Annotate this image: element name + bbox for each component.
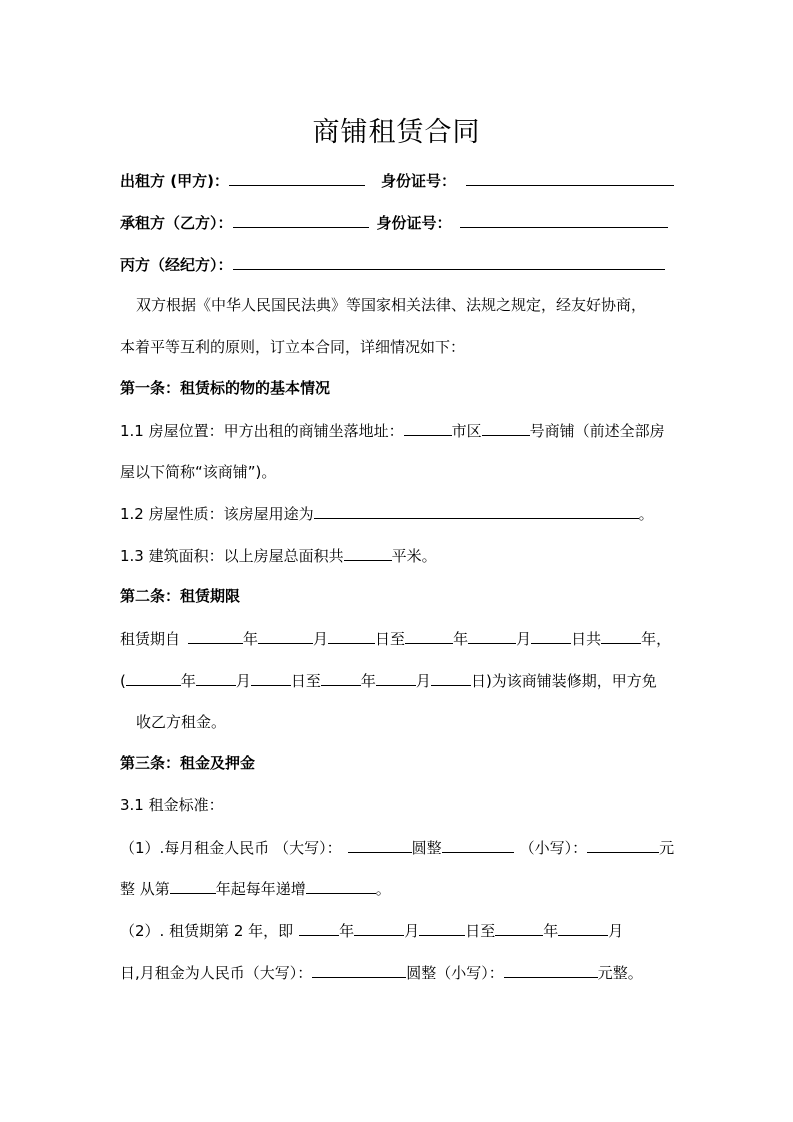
lessor-label: 出租方 (甲方)： xyxy=(120,172,229,190)
area-blank[interactable] xyxy=(344,545,392,561)
rent-item-1-text: （1）.每月租金人民币 （大写）： xyxy=(120,839,342,857)
article-2-title: 第二条：租赁期限 xyxy=(120,587,241,605)
rent-item-1 xyxy=(120,837,674,858)
clause-1-3-text: 1.3 建筑面积：以上房屋总面积共 xyxy=(120,547,344,565)
renov-start-year-blank[interactable] xyxy=(126,670,181,686)
y2-end-year-label: 年 xyxy=(543,922,559,940)
article-3-title: 第三条：租金及押金 xyxy=(120,754,256,772)
rent-item-1-cont-text: 整 从第 xyxy=(120,880,170,898)
agent-name-blank[interactable] xyxy=(233,254,665,270)
renovation-open-paren: ( xyxy=(120,672,126,690)
y2-rent-upper-blank[interactable] xyxy=(312,962,406,978)
document-title: 商铺租赁合同 xyxy=(312,117,481,148)
rent-item-2 xyxy=(120,920,623,941)
clause-1-2 xyxy=(120,503,654,524)
rent-item-1-end: 。 xyxy=(375,880,391,898)
agent-line xyxy=(120,254,665,275)
renov-month-label: 月 xyxy=(235,672,251,690)
renov-end-year-label: 年 xyxy=(360,672,376,690)
term-start-month-blank[interactable] xyxy=(258,628,313,644)
rent-item-2-line-2 xyxy=(120,962,643,983)
y2-rent-lower-blank[interactable] xyxy=(504,962,598,978)
rent-yuan-unit: 元 xyxy=(659,839,675,857)
rent-item-2-text: （2）. 租赁期第 2 年，即 xyxy=(120,922,294,940)
rent-upper-blank[interactable] xyxy=(348,837,412,853)
term-month-label: 月 xyxy=(313,630,329,648)
term-prefix: 租赁期自 xyxy=(120,630,181,648)
y2-month-label: 月 xyxy=(404,922,420,940)
clause-1-2-end: 。 xyxy=(638,505,654,523)
rent-yuan-label: 圆整 xyxy=(411,839,442,857)
lessor-id-label: 身份证号： xyxy=(380,172,456,190)
intro-line-2: 本着平等互利的原则，订立本合同，详细情况如下： xyxy=(120,338,466,356)
clause-1-1 xyxy=(120,420,665,441)
term-day-total-label: 日共 xyxy=(571,630,602,648)
renov-start-day-blank[interactable] xyxy=(251,670,291,686)
term-end-day-blank[interactable] xyxy=(531,628,571,644)
term-year-end-label: 年， xyxy=(641,630,672,648)
term-end-year-blank[interactable] xyxy=(405,628,453,644)
rent-increase-label: 年起每年递增 xyxy=(215,880,306,898)
clause-1-1-tail-text: 号商铺（前述全部房 xyxy=(529,422,665,440)
y2-rent-lower-label: 圆整（小写）： xyxy=(406,964,504,982)
y2-end-year-blank[interactable] xyxy=(495,920,543,936)
lessee-line xyxy=(120,212,668,233)
y2-year-label: 年 xyxy=(339,922,355,940)
term-start-year-blank[interactable] xyxy=(188,628,243,644)
agent-label: 丙方（经纪方）： xyxy=(120,256,233,274)
lessee-name-blank[interactable] xyxy=(233,212,369,228)
term-total-years-blank[interactable] xyxy=(601,628,641,644)
clause-1-3-unit: 平米。 xyxy=(391,547,437,565)
rent-item-1-line-2 xyxy=(120,878,391,899)
renov-day-to-label: 日至 xyxy=(290,672,321,690)
renov-end-day-blank[interactable] xyxy=(431,670,471,686)
clause-3-1: 3.1 租金标准： xyxy=(120,796,224,814)
address-city-blank[interactable] xyxy=(404,420,452,436)
lessor-line xyxy=(120,170,674,191)
clause-1-1-text: 1.1 房屋位置：甲方出租的商铺坐落地址： xyxy=(120,422,404,440)
y2-day-to-label: 日至 xyxy=(465,922,496,940)
term-end-year-label: 年 xyxy=(453,630,469,648)
y2-end-month-blank[interactable] xyxy=(558,920,608,936)
term-day-to-label: 日至 xyxy=(375,630,406,648)
address-number-blank[interactable] xyxy=(482,420,530,436)
renov-end-year-blank[interactable] xyxy=(321,670,361,686)
renovation-tail-text: 日)为该商铺装修期，甲方免 xyxy=(470,672,657,690)
article-1-title: 第一条：租赁标的物的基本情况 xyxy=(120,379,331,397)
renov-end-month-label: 月 xyxy=(415,672,431,690)
y2-start-month-blank[interactable] xyxy=(354,920,404,936)
clause-1-3 xyxy=(120,545,437,566)
property-use-blank[interactable] xyxy=(314,503,639,519)
rent-item-2-cont-text: 日,月租金为人民币（大写）： xyxy=(120,964,313,982)
renovation-line-2: 收乙方租金。 xyxy=(136,713,227,731)
renov-end-month-blank[interactable] xyxy=(376,670,416,686)
lessor-id-blank[interactable] xyxy=(466,170,674,186)
lessee-id-label: 身份证号： xyxy=(376,214,452,232)
renovation-line xyxy=(120,670,657,691)
rent-upper-extra-blank[interactable] xyxy=(442,837,514,853)
clause-1-1-line-2: 屋以下简称“该商铺”)。 xyxy=(120,463,277,481)
rent-lower-blank[interactable] xyxy=(587,837,659,853)
term-line xyxy=(120,628,671,649)
y2-start-day-blank[interactable] xyxy=(419,920,465,936)
lessee-label: 承租方（乙方）： xyxy=(120,214,233,232)
term-start-day-blank[interactable] xyxy=(328,628,375,644)
rent-increase-blank[interactable] xyxy=(306,878,376,894)
rent-lower-label: （小写）： xyxy=(519,839,588,857)
clause-1-2-text: 1.2 房屋性质：该房屋用途为 xyxy=(120,505,314,523)
increase-start-year-blank[interactable] xyxy=(170,878,216,894)
lessor-name-blank[interactable] xyxy=(229,170,365,186)
renov-start-month-blank[interactable] xyxy=(196,670,236,686)
intro-line-1: 双方根据《中华人民国民法典》等国家相关法律、法规之规定，经友好协商， xyxy=(136,296,647,314)
y2-start-year-blank[interactable] xyxy=(299,920,339,936)
term-year-label: 年 xyxy=(243,630,259,648)
y2-end-month-label: 月 xyxy=(608,922,624,940)
clause-1-1-city-text: 市区 xyxy=(451,422,482,440)
lessee-id-blank[interactable] xyxy=(460,212,668,228)
renov-year-label: 年 xyxy=(180,672,196,690)
rent-item-2-end: 元整。 xyxy=(597,964,643,982)
term-end-month-label: 月 xyxy=(516,630,532,648)
term-end-month-blank[interactable] xyxy=(468,628,516,644)
